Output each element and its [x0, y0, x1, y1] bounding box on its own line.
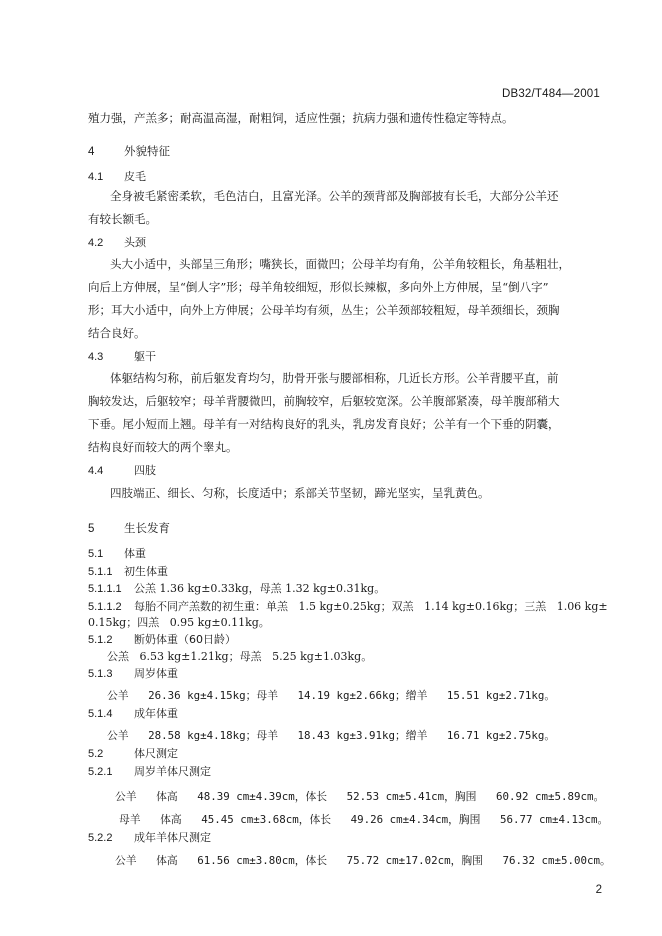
- section-number: 5.1: [88, 548, 104, 560]
- section-number: 5.1.2: [88, 634, 113, 646]
- paragraph-line: 头大小适中，头部呈三角形；嘴狭长，面微凹；公母羊均有角，公羊角较粗长，角基粗壮，: [110, 257, 570, 271]
- section-5-2-heading: [88, 745, 178, 761]
- section-number: 5.2: [88, 748, 104, 760]
- section-title: 体重: [124, 547, 146, 560]
- section-title: 初生体重: [124, 565, 168, 578]
- section-title: 体尺测定: [134, 747, 178, 760]
- section-5-1-4-heading: [88, 705, 178, 721]
- section-title: 外貌特征: [124, 144, 170, 158]
- section-number: 4.1: [88, 171, 104, 183]
- section-5-1-1-heading: [88, 563, 168, 579]
- section-number: 5.1.3: [88, 668, 113, 680]
- section-number: 5: [88, 523, 95, 535]
- section-number: 5.2.2: [88, 832, 113, 844]
- section-number: 4.3: [88, 351, 104, 363]
- paragraph-line: 有较长额毛。: [88, 212, 157, 226]
- section-5-1-1-1: [88, 580, 385, 596]
- paragraph-line: 公羊 体高 61.56 cm±3.80cm，体长 75.72 cm±17.02cm，胸围 76.32 cm±5.00cm。: [115, 854, 611, 867]
- section-5-2-1-heading: [88, 763, 211, 779]
- section-5-2-2-heading: [88, 829, 211, 845]
- paragraph-line: 母羊 体高 45.45 cm±3.68cm，体长 49.26 cm±4.34cm，胸围 56.77 cm±4.13cm。: [119, 813, 609, 826]
- paragraph-line: 公羊 26.36 kg±4.15kg；母羊 14.19 kg±2.66kg；缯羊 15.51 kg±2.71kg。: [107, 689, 556, 702]
- section-title: 头颈: [124, 236, 146, 249]
- page-number: 2: [595, 884, 602, 896]
- section-4-2-heading: [88, 234, 146, 250]
- paragraph-text: 每胎不同产羔数的初生重：单羔 1.5 kg±0.25kg；双羔 1.14 kg±0.16kg；三羔 1.06 kg±: [134, 600, 608, 613]
- section-title: 断奶体重（60日龄）: [134, 633, 236, 646]
- paragraph-line: 结构良好而较大的两个睾丸。: [88, 440, 238, 454]
- paragraph-text: 公羔 1.36 kg±0.33kg，母羔 1.32 kg±0.31kg。: [134, 582, 386, 595]
- section-number: 5.1.1.1: [88, 583, 122, 595]
- section-number: 5.1.1.2: [88, 601, 122, 613]
- section-title: 成年羊体尺测定: [134, 831, 211, 844]
- paragraph-line: 胸较发达，后躯较窄；母羊背腰微凹，前胸较窄，后躯较宽深。公羊腹部紧凑，母羊腹部稍大: [88, 394, 560, 408]
- section-number: 5.2.1: [88, 766, 113, 778]
- section-title: 躯干: [134, 350, 156, 363]
- section-4-1-heading: [88, 168, 146, 184]
- standard-code: DB32/T484—2001: [501, 88, 600, 100]
- paragraph-line: 形；耳大小适中，向外上方伸展；公母羊均有须，丛生；公羊颈部较粗短，母羊颈细长，颈胸: [88, 303, 560, 317]
- paragraph-line: 公羊 体高 48.39 cm±4.39cm，体长 52.53 cm±5.41cm，胸围 60.92 cm±5.89cm。: [115, 790, 605, 803]
- section-4-3-heading: [88, 348, 156, 364]
- section-number: 4.2: [88, 237, 104, 249]
- paragraph-line: 向后上方伸展，呈“倒人字”形；母羊角较细短，形似长辣椒，多向外上方伸展，呈“倒八字”: [88, 280, 549, 294]
- intro-tail-paragraph: 殖力强，产羔多；耐高温高湿，耐粗饲，适应性强；抗病力强和遗传性稳定等特点。: [88, 111, 514, 125]
- paragraph-line: 0.15kg；四羔 0.95 kg±0.11kg。: [88, 616, 270, 629]
- section-5-1-2-heading: [88, 631, 236, 647]
- paragraph-line: 公羊 28.58 kg±4.18kg；母羊 18.43 kg±3.91kg；缯羊 16.71 kg±2.75kg。: [107, 729, 556, 742]
- section-title: 成年体重: [134, 707, 178, 720]
- section-number: 5.1.4: [88, 708, 113, 720]
- section-title: 周岁体重: [134, 667, 178, 680]
- paragraph-line: 公羔 6.53 kg±1.21kg；母羔 5.25 kg±1.03kg。: [107, 650, 373, 663]
- section-title: 周岁羊体尺测定: [134, 765, 211, 778]
- paragraph-line: 体躯结构匀称，前后躯发育均匀，肋骨开张与腰部相称，几近长方形。公羊背腰平直，前: [110, 371, 559, 385]
- section-number: 5.1.1: [88, 566, 113, 578]
- section-title: 生长发育: [124, 521, 170, 535]
- section-number: 4.4: [88, 465, 104, 477]
- section-5-1-1-2: [88, 598, 608, 614]
- section-4-4-heading: [88, 462, 156, 478]
- paragraph-line: 全身被毛紧密柔软，毛色洁白，且富光泽。公羊的颈背部及胸部披有长毛，大部分公羊还: [110, 189, 559, 203]
- paragraph-line: 下垂。尾小短而上翘。母羊有一对结构良好的乳头，乳房发育良好；公羊有一个下垂的阴囊，: [88, 417, 560, 431]
- section-5-heading: [88, 520, 170, 536]
- section-title: 四肢: [134, 464, 156, 477]
- section-5-1-3-heading: [88, 665, 178, 681]
- section-title: 皮毛: [124, 170, 146, 183]
- section-4-heading: [88, 143, 170, 159]
- section-5-1-heading: [88, 545, 146, 561]
- section-number: 4: [88, 146, 95, 158]
- paragraph-line: 四肢端正、细长、匀称，长度适中；系部关节坚韧，蹄光坚实，呈乳黄色。: [110, 486, 490, 500]
- paragraph-line: 结合良好。: [88, 326, 146, 340]
